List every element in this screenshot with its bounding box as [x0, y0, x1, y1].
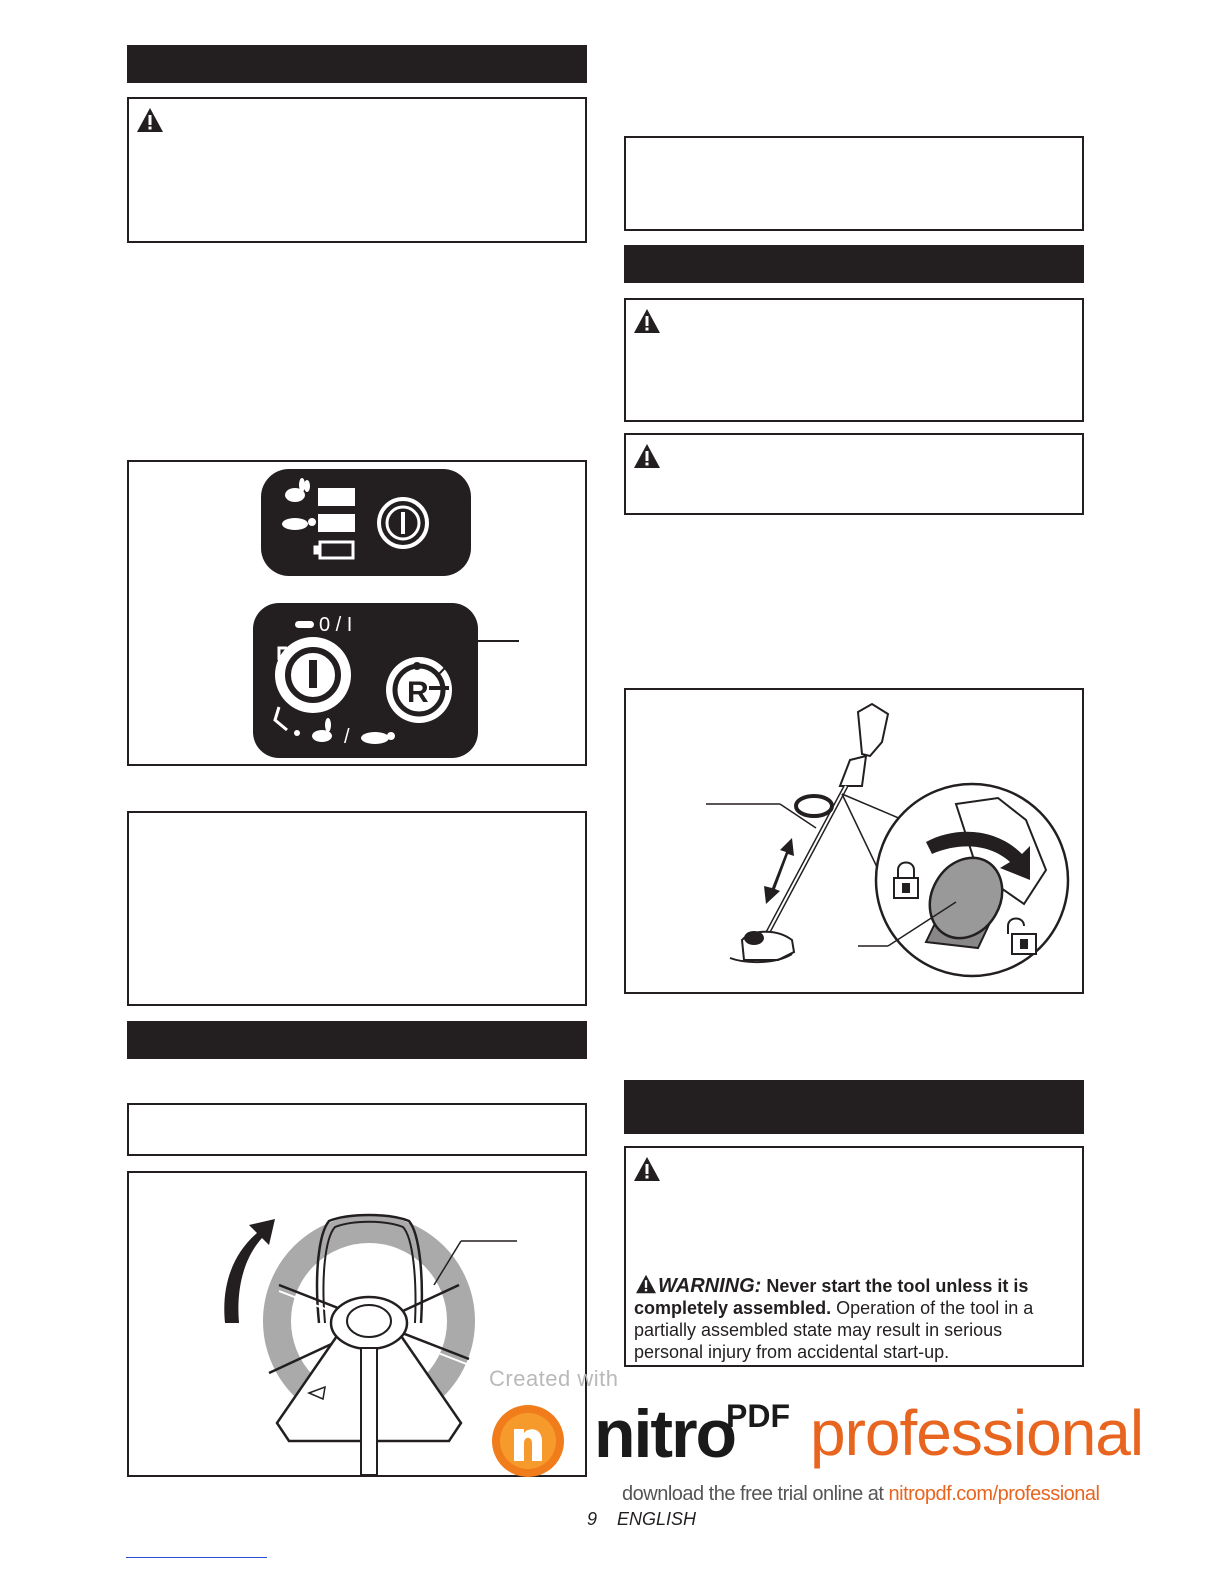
section-header-bar-3: [624, 245, 1084, 283]
warning-triangle-icon: [136, 107, 164, 133]
reverse-button-letter: R: [407, 676, 429, 709]
caution-box-2: [624, 298, 1084, 422]
warning-triangle-icon: [634, 1274, 658, 1294]
section-header-bar-2: [127, 1021, 587, 1059]
caution-box: [127, 97, 587, 243]
control-panel-illustration: [129, 462, 585, 764]
watermark-download: [622, 1483, 1099, 1506]
warning-body-text: Operation of the tool in a partially assembled state may result in serious personal injury from accidental start-up.: [634, 1298, 1034, 1362]
watermark-brand-suffix: professional: [810, 1397, 1144, 1469]
control-panel-figure: [127, 460, 587, 766]
watermark-created-with: Created with: [489, 1366, 619, 1391]
warning-triangle-icon: [633, 308, 661, 334]
warning-label: WARNING:: [658, 1275, 762, 1297]
nitro-logo-icon: [490, 1403, 566, 1479]
caution-box-3: [624, 433, 1084, 515]
assembly-warning-text: [634, 1274, 1074, 1363]
power-mark-label: 0 / I: [319, 614, 353, 636]
watermark-download-url[interactable]: nitropdf.com/professional: [888, 1483, 1100, 1505]
footer-language: ENGLISH: [617, 1509, 697, 1529]
note-box-large: [127, 811, 587, 1006]
watermark-brand: nitro: [594, 1396, 736, 1472]
page-footer: [587, 1509, 696, 1530]
section-header-bar-4: [624, 1080, 1084, 1134]
warning-bold-text: Never start the tool unless it is completely assembled.: [634, 1276, 1029, 1318]
watermark-brand-sup: PDF: [726, 1398, 790, 1434]
trimmer-illustration: [626, 690, 1082, 992]
warning-triangle-icon: [633, 443, 661, 469]
note-box-right: [624, 136, 1084, 231]
footer-link-underline: [126, 1557, 267, 1558]
warning-triangle-icon: [633, 1156, 661, 1182]
shaft-adjustment-figure: [624, 688, 1084, 994]
section-header-bar: [127, 45, 587, 83]
watermark-download-prefix: download the free trial online at: [622, 1483, 889, 1505]
note-box-small: [127, 1103, 587, 1156]
svg-text:/: /: [344, 726, 350, 748]
page-number: 9: [587, 1509, 598, 1529]
